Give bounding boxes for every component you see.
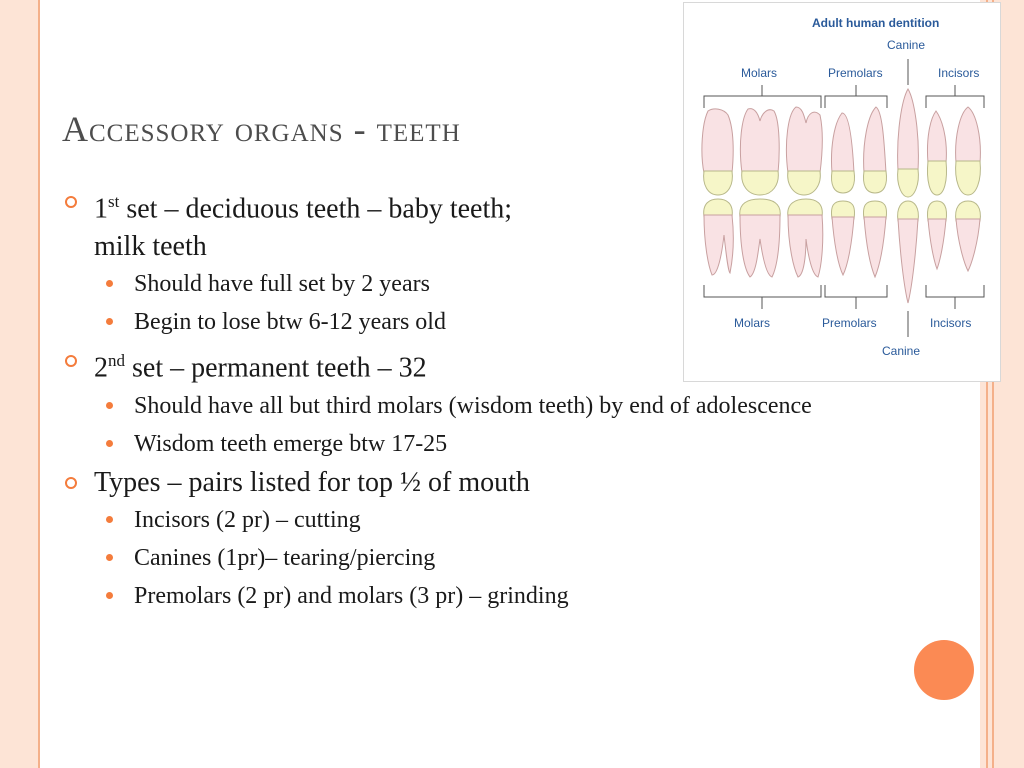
sub-bullet-text: Should have all but third molars (wisdom teeth) by end of adolescence [134,392,812,419]
upper-molar-3 [786,107,822,173]
label-canine-bottom: Canine [882,344,921,358]
upper-molar-2 [740,109,779,173]
upper-molar-1-crown [704,171,733,195]
sub-bullet-text: Premolars (2 pr) and molars (3 pr) – grinding [134,582,569,609]
upper-molar-3-crown [788,171,821,195]
dentition-svg [684,3,1002,383]
lower-teeth [704,199,981,303]
lower-molar-3 [788,215,823,277]
lower-molar-2 [740,215,780,277]
sub-bullet-text: Should have full set by 2 years [134,271,430,298]
dot-bullet-icon [106,440,113,447]
bullet-ordinal: nd [108,351,125,371]
molars-top-bracket [704,85,821,108]
upper-teeth [702,89,980,197]
bullet-number: 2 [94,352,108,384]
bullet-text: set – permanent teeth – 32 [125,352,427,384]
sub-bullet [62,391,834,421]
slide-title: Accessory organs - teeth [62,109,461,149]
lower-molar-1-crown [704,199,733,217]
dot-bullet-icon [106,554,113,561]
upper-incisor-1-crown [927,161,946,195]
lower-premolar-1 [832,217,854,275]
upper-molar-2-crown [742,171,779,195]
incisors-top-bracket [926,85,984,108]
lower-molar-2-crown [740,199,781,217]
label-molars-bottom: Molars [734,316,771,330]
dot-bullet-icon [106,516,113,523]
label-molars-top: Molars [741,66,778,80]
lower-molar-3-crown [788,199,823,217]
lower-molar-1 [704,215,733,275]
lower-canine [898,219,918,303]
upper-premolar-2-crown [863,171,886,193]
upper-canine [898,89,919,171]
dot-bullet-icon [106,280,113,287]
premolars-top-bracket [825,85,887,108]
upper-incisor-1 [927,111,946,163]
incisors-bottom-bracket [926,285,984,309]
sub-bullet-text: Incisors (2 pr) – cutting [134,506,361,533]
sub-bullet-text: Canines (1pr)– tearing/piercing [134,544,436,571]
label-incisors-top: Incisors [938,66,980,80]
dot-bullet-icon [106,402,113,409]
ring-bullet-icon [65,355,77,367]
bullet-ordinal: st [108,192,120,211]
upper-premolar-2 [864,107,886,173]
premolars-bottom-bracket [825,285,887,309]
lower-premolar-1-crown [831,201,854,219]
label-premolars-bottom: Premolars [822,316,877,330]
lower-incisor-2 [956,219,980,271]
label-incisors-bottom: Incisors [930,316,972,330]
molars-bottom-bracket [704,285,821,309]
left-frame-line [38,0,40,768]
upper-incisor-2 [956,107,981,163]
ring-bullet-icon [65,477,77,489]
bullet-tooth-types [62,467,862,499]
dentition-diagram [683,2,1001,382]
upper-premolar-1-crown [831,171,854,193]
sub-bullet [62,429,862,459]
lower-canine-crown [898,201,919,221]
dot-bullet-icon [106,318,113,325]
bullet-text: Types – pairs listed for top ½ of mouth [94,466,530,498]
lower-incisor-2-crown [956,201,981,221]
left-frame-stripe [0,0,38,768]
dot-bullet-icon [106,592,113,599]
figure-title: Adult human dentition [812,16,940,30]
lower-incisor-1-crown [927,201,946,221]
sub-bullet [62,505,862,535]
sub-bullet [62,543,862,573]
lower-incisor-1 [928,219,946,269]
sub-bullet [62,581,862,611]
bullet-continuation: milk teeth [94,231,207,263]
lower-premolar-2 [864,217,886,277]
label-canine-top: Canine [887,38,926,52]
label-premolars-top: Premolars [828,66,883,80]
lower-premolar-2-crown [863,201,886,219]
sub-bullet-text: Begin to lose btw 6-12 years old [134,309,446,336]
bullet-text: set – deciduous teeth – baby teeth; [119,193,513,225]
ring-bullet-icon [65,196,77,208]
upper-premolar-1 [831,113,854,173]
upper-incisor-2-crown [956,161,981,195]
sub-bullet-text: Wisdom teeth emerge btw 17-25 [134,430,448,457]
upper-molar-1 [702,109,733,173]
upper-canine-crown [898,169,919,197]
bullet-number: 1 [94,193,108,225]
decorative-circle [914,640,974,700]
